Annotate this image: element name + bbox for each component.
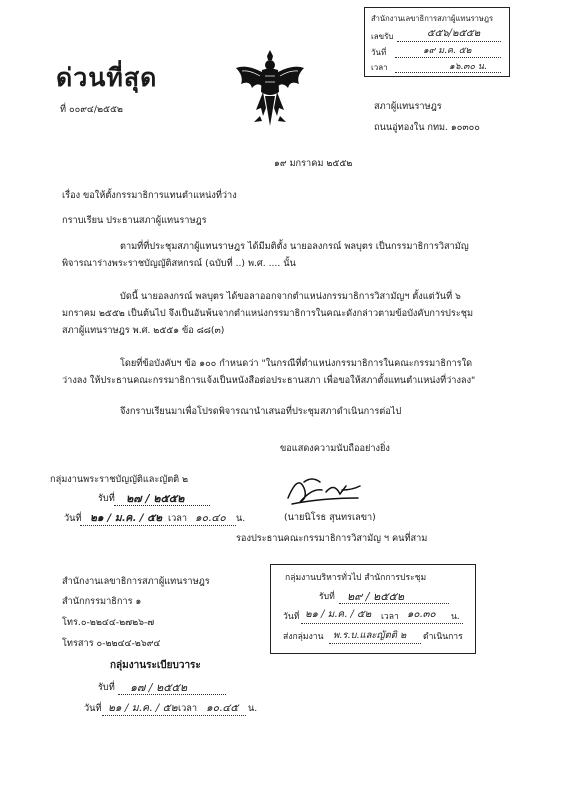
document-number: ที่ ๐๐๙๔/๒๕๕๒	[60, 104, 123, 115]
receipt-stamp-value: ๑๖.๓๐ น.	[449, 62, 487, 72]
receipt-stamp-label: วันที่	[371, 48, 387, 57]
subject-line: เรื่อง ขอให้ตั้งกรรมาธิการแทนตำแหน่งที่ว่าง	[62, 190, 237, 201]
footer-contact-line: โทร.๐-๒๒๔๔-๒๗๒๖-๗	[62, 617, 155, 628]
receipt-stamp-top	[364, 7, 510, 77]
paragraph-line: ว่างลง ให้ประธานคณะกรรมาธิการแจ้งเป็นหนังสือต่อประธานสภา เพื่อขอให้สภาตั้งแทนตำแหน่งที่ว่างลง"	[62, 375, 476, 386]
urgency-heading: ด่วนที่สุด	[56, 63, 158, 92]
bottom-stamp-date-label: วันที่	[84, 703, 102, 714]
left-stamp-receive-label: รับที่	[98, 493, 115, 504]
left-stamp-date-value: ๒๑ / ม.ค. / ๕๒	[90, 512, 163, 524]
paragraph-line: มกราคม ๒๕๕๒ เป็นต้นไป จึงเป็นอันพ้นจากตำแหน่งกรรมาธิการในคณะดังกล่าวตามข้อบังคับการประชุม	[62, 308, 474, 319]
receipt-stamp-value: ๕๕๖/๒๕๕๒	[427, 28, 481, 39]
bottom-stamp-time-unit: น.	[248, 703, 258, 714]
right-receipt-stamp	[270, 564, 476, 654]
bottom-stamp-time-value: ๑๐.๔๕	[206, 702, 239, 714]
handwritten-signature	[282, 468, 366, 510]
receipt-stamp-title: สำนักงานเลขาธิการสภาผู้แทนราษฎร	[371, 14, 494, 23]
right-stamp-forward-label: ส่งกลุ่มงาน	[283, 632, 324, 642]
right-stamp-date-label: วันที่	[283, 612, 300, 622]
right-stamp-time-value: ๑๐.๓๐	[407, 609, 436, 620]
receipt-stamp-label: เวลา	[371, 63, 388, 72]
footer-contact-line: สำนักงานเลขาธิการสภาผู้แทนราษฎร	[62, 576, 210, 587]
left-receipt-stamp	[50, 474, 250, 532]
left-stamp-title: กลุ่มงานพระราชบัญญัติและญัตติ ๒	[50, 474, 189, 485]
footer-contact-line: สำนักกรรมาธิการ ๑	[62, 596, 142, 607]
salutation: กราบเรียน ประธานสภาผู้แทนราษฎร	[62, 215, 207, 226]
bottom-stamp-title: กลุ่มงานระเบียบวาระ	[110, 660, 201, 671]
right-stamp-receive-value: ๒๙ / ๒๕๕๒	[347, 590, 405, 603]
body-paragraph	[62, 288, 518, 339]
signer-position: รองประธานคณะกรรมาธิการวิสามัญ ฯ คนที่สาม	[236, 533, 428, 544]
body-paragraph	[62, 355, 518, 389]
paragraph-line: โดยที่ข้อบังคับฯ ข้อ ๑๐๐ กำหนดว่า "ในกรณีที่ตำแหน่งกรรมาธิการในคณะกรรมาธิการใด	[120, 358, 473, 369]
paragraph-line: สภาผู้แทนราษฎร พ.ศ. ๒๕๕๑ ข้อ ๘๘(๓)	[62, 325, 225, 336]
bottom-stamp-time-label: เวลา	[178, 703, 198, 714]
right-stamp-time-unit: น.	[451, 612, 460, 622]
left-stamp-date-label: วันที่	[64, 513, 82, 524]
left-stamp-time-unit: น.	[236, 513, 246, 524]
sender-org: สภาผู้แทนราษฎร	[374, 101, 442, 112]
paragraph-line: บัดนี้ นายอลงกรณ์ พลบุตร ได้ขอลาออกจากตำแหน่งกรรมาธิการวิสามัญฯ ตั้งแต่วันที่ ๖	[120, 291, 461, 302]
paragraph-line: พิจารณาร่างพระราชบัญญัติสหกรณ์ (ฉบับที่ ..) พ.ศ. .... นั้น	[62, 258, 296, 269]
bottom-stamp-receive-label: รับที่	[98, 682, 115, 693]
paragraph-line: ตามที่ที่ประชุมสภาผู้แทนราษฎร ได้มีมติตั้ง นายอลงกรณ์ พลบุตร เป็นกรรมาธิการวิสามัญ	[120, 241, 469, 252]
bottom-stamp-date-value: ๒๑ / ม.ค. / ๕๒	[108, 702, 178, 714]
body-paragraph	[62, 238, 518, 272]
bottom-stamp-receive-value: ๑๗ / ๒๕๕๒	[130, 681, 188, 694]
right-stamp-time-label: เวลา	[381, 612, 399, 622]
receipt-stamp-label: เลขรับ	[371, 32, 394, 41]
paragraph-line: จึงกราบเรียนมาเพื่อโปรดพิจารณานำเสนอที่ประชุมสภาดำเนินการต่อไป	[120, 406, 402, 417]
right-stamp-date-value: ๒๑ / ม.ค. / ๕๒	[305, 609, 372, 620]
right-stamp-title: กลุ่มงานบริหารทั่วไป สำนักการประชุม	[285, 573, 427, 583]
signer-name: (นายนิโรธ สุนทรเลขา)	[284, 512, 376, 523]
sender-address: ถนนอู่ทองใน กทม. ๑๐๓๐๐	[374, 122, 480, 133]
receipt-stamp-row	[371, 46, 386, 59]
garuda-emblem-icon	[232, 46, 308, 130]
right-stamp-receive-label: รับที่	[319, 592, 335, 602]
receipt-stamp-row	[371, 61, 388, 74]
letter-date: ๑๙ มกราคม ๒๕๕๒	[274, 158, 353, 169]
receipt-stamp-value: ๑๙ ม.ค. ๕๒	[423, 46, 472, 56]
footer-contact-line: โทรสาร ๐-๒๒๔๔-๒๖๙๔	[62, 638, 161, 649]
receipt-stamp-row	[371, 30, 393, 43]
body-paragraph	[62, 403, 518, 420]
right-stamp-forward-value: พ.ร.บ.และญัตติ ๒	[333, 630, 407, 641]
left-stamp-receive-value: ๒๗ / ๒๕๕๒	[126, 492, 185, 505]
right-stamp-action: ดำเนินการ	[423, 632, 463, 642]
left-stamp-time-value: ๑๐.๔๐	[195, 512, 226, 524]
closing-phrase: ขอแสดงความนับถืออย่างยิ่ง	[280, 443, 390, 454]
bottom-receipt-stamp	[84, 658, 264, 722]
left-stamp-time-label: เวลา	[168, 513, 188, 524]
